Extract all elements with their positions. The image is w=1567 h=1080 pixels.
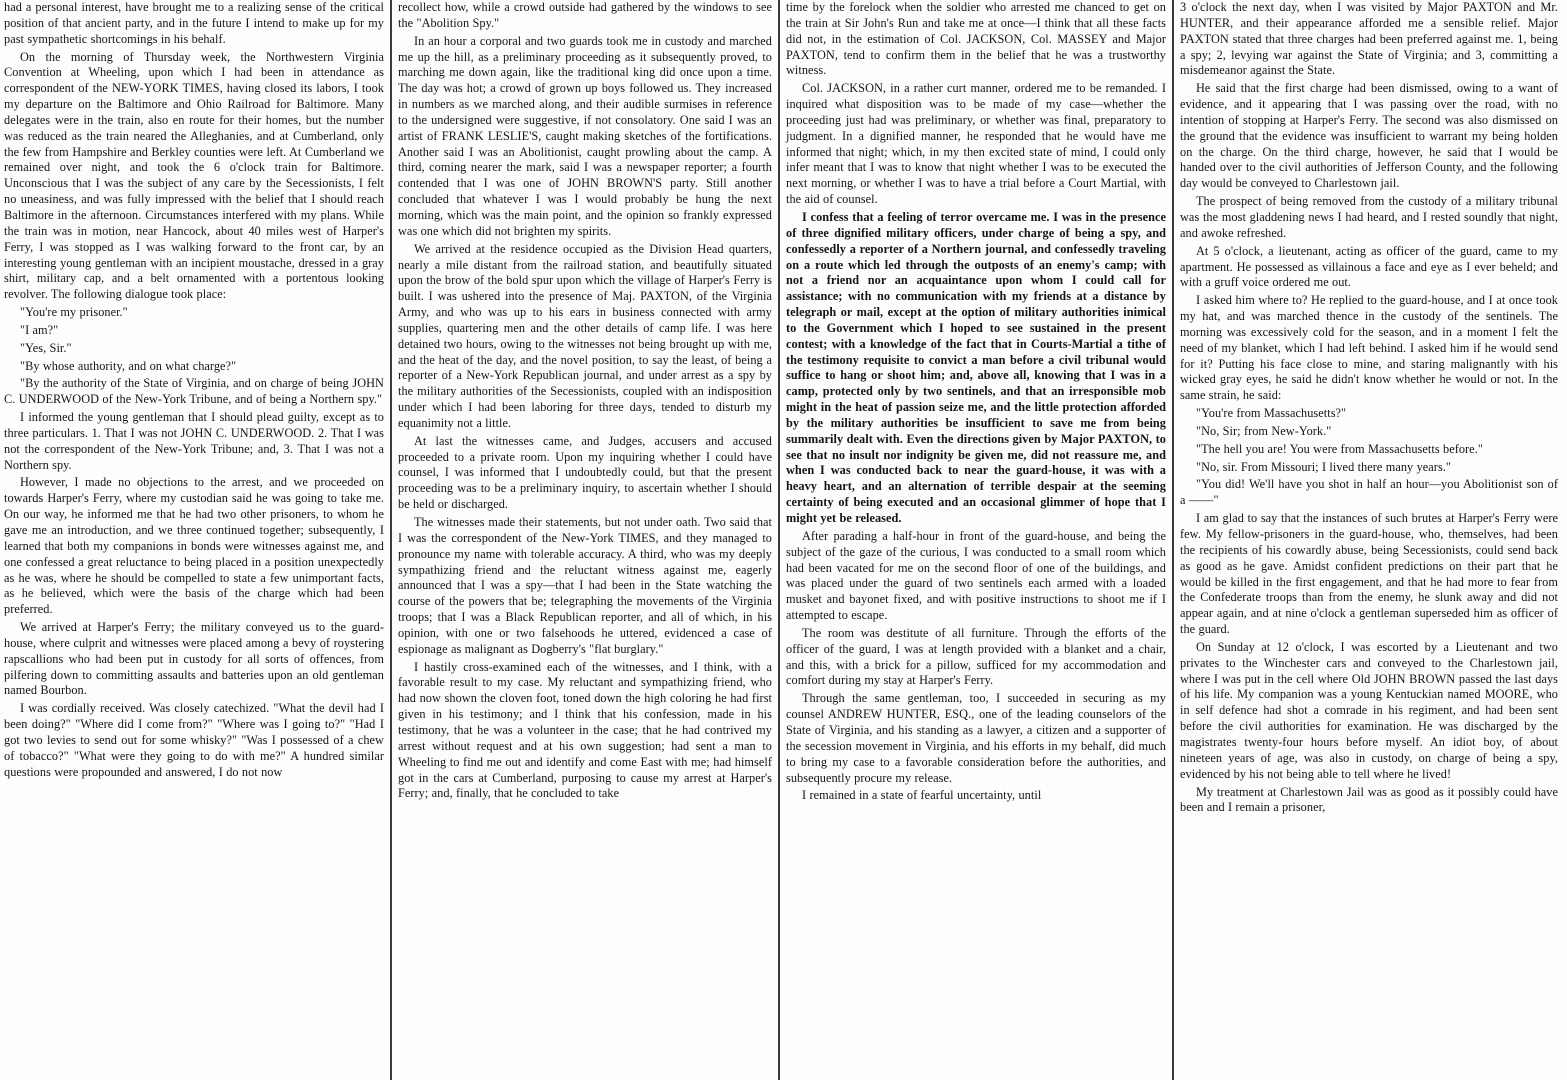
article-paragraph: time by the forelock when the soldier who arrested me chanced to get on the train at Sir John's Run and take me at once—I think that all these facts did not, in the estimation of Col. JACKSON, Col. MASSEY and Major PAXTON, tend to confirm them in the belief that he was a trustworthy witness.: [786, 0, 1166, 78]
article-paragraph: "I am?": [20, 322, 59, 337]
column-rule-2: [778, 0, 780, 1080]
column-3: [782, 0, 1172, 1080]
article-paragraph: I was cordially received. Was closely catechized. "What the devil had I been doing?" "Where did I come from?" "Where was I going to?" "Had I got two levies to send out for some whisky?" "Was I possessed of a chew of tobacco?" "What were they going to do with me?" A hundred similar questions were propounded and answered, I do not now: [4, 701, 384, 779]
article-paragraph: At 5 o'clock, a lieutenant, acting as officer of the guard, came to my apartment. He possessed as villainous a face and eye as I ever beheld; and with a gruff voice ordered me out.: [1180, 243, 1558, 290]
article-paragraph: I remained in a state of fearful uncertainty, until: [802, 788, 1042, 803]
article-paragraph: recollect how, while a crowd outside had gathered by the windows to see the "Abolition Spy.": [398, 0, 772, 30]
article-paragraph: On Sunday at 12 o'clock, I was escorted by a Lieutenant and two privates to the Winchester cars and conveyed to the Charlestown jail, where I was put in the cell where Old JOHN BROWN passed the last days of his life. My companion was a young Kentuckian named MOORE, who in self defence had shot a comrade in his regiment, and had been sent before the civil authorities for examination. He was discharged by the magistrates twenty-four hours before myself. An idiot boy, of about nineteen years of age, was also in custody, on charge of being a spy, evidenced by his not being able to tell where he lived!: [1180, 639, 1558, 781]
article-paragraph: In an hour a corporal and two guards took me in custody and marched me up the hill, as a preliminary proceeding as it subsequently proved, to marching me down again, like the traditional king did once upon a time. The day was hot; a crowd of grown up boys followed us. They increased in numbers as we marched along, and their audible surmises in reference to the undersigned were suggestive, if not consolatory. One said I was an artist of FRANK LESLIE'S, caught making sketches of the fortifications. Another said I was an Abolitionist, caught prowling about the camp. A third, coming nearer the mark, said I was a newspaper reporter; a fourth contended that I was one of JOHN BROWN'S party. Still another concluded that whatever I was I would probably be hung the next morning, which was the main point, and the opinion so frankly expressed was one which did not brighten my spirits.: [398, 33, 772, 238]
article-paragraph: At last the witnesses came, and Judges, accusers and accused proceeded to a private room. Upon my inquiring whether I could have counsel, I was informed that I undoubtedly could, but that the present proceeding was to be a preliminary inquiry, to ascertain whether I should be held or discharged.: [398, 433, 772, 512]
article-paragraph: Through the same gentleman, too, I succeeded in securing as my counsel ANDREW HUNTER, ESQ., one of the leading counselors of the State of Virginia, and his standing as a lawyer, a citizen and a supporter of the secession movement in Virginia, and his efforts in my behalf, did much to bring my case to a favorable consideration before the authorities, and subsequently procure my release.: [786, 691, 1166, 785]
article-paragraph: My treatment at Charlestown Jail was as good as it possibly could have been and I remain a prisoner,: [1180, 784, 1558, 815]
article-paragraph: "By the authority of the State of Virginia, and on charge of being JOHN C. UNDERWOOD of the New-York Tribune, and of being a Northern spy.": [4, 376, 384, 407]
article-paragraph: "The hell you are! You were from Massachusetts before.": [1196, 441, 1483, 456]
article-paragraph: Col. JACKSON, in a rather curt manner, ordered me to be remanded. I inquired what disposition was to be made of my case—whether the proceeding just had was preliminary, or whether was final, preparatory to judgment. In a dignified manner, he responded that he would have me informed that night; which, in my then excited state of mind, I could only infer meant that I was to know that night whether I was to be executed the next morning, or whether I was to have a trial before a Court Martial, with the aid of counsel.: [786, 81, 1166, 207]
column-2: [394, 0, 778, 1080]
article-paragraph: The room was destitute of all furniture. Through the efforts of the officer of the guard, I was at length provided with a blanket and a chair, and this, with a brick for a pillow, sufficed for my accommodation and comfort during my stay at Harper's Ferry.: [786, 625, 1166, 688]
article-paragraph: "You did! We'll have you shot in half an hour—you Abolitionist son of a ——": [1180, 477, 1558, 508]
article-paragraph: The prospect of being removed from the custody of a military tribunal was the most gladdening news I had heard, and I rested soundly that night, and awoke refreshed.: [1180, 194, 1558, 240]
article-paragraph: I confess that a feeling of terror overcame me. I was in the presence of three dignified military officers, under charge of being a spy, and confessedly a reporter of a Northern journal, and confessedly traveling on a route which led through the outposts of an enemy's camp; with not a friend nor an acquaintance upon whom I could call for assistance; with no communication with my friends at a distance by telegraph or mail, except at the option of military authorities inimical to the Government which I hoped to see sustained in the present contest; with a knowledge of the fact that in Courts-Martial a tithe of the testimony requisite to convict a man before a civil tribunal would suffice to hang or shoot him; and, above all, knowing that I was in a camp, protected only by two sentinels, and that an irresponsible mob might in the heat of passion seize me, and the little protection afforded by the military authorities be insufficient to save me from being summarily dealt with. Even the directions given by Major PAXTON, to see that no insult nor indignity be given me, did not reassure me, and when I was conducted back to near the guard-house, it was with a heavy heart, and an alternation of terrible despair at the seeming certainty of being executed and an occasional glimmer of hope that I might yet be released.: [786, 209, 1166, 525]
article-paragraph: I hastily cross-examined each of the witnesses, and I think, with a favorable result to my case. My reluctant and sympathizing friend, who had now shown the cloven foot, toned down the high coloring he had first given in his testimony; and I think that his confession, made in his testimony, that he was a volunteer in the case; that he had contrived my arrest without request and at his own suggestion; had sent a man to Wheeling to find me out and identify and come East with me; had himself got in the cars at Cumberland, purposing to cause my arrest at Harper's Ferry; and, finally, that he concluded to take: [398, 659, 772, 801]
article-paragraph: The witnesses made their statements, but not under oath. Two said that I was the correspondent of the New-York TIMES, and they managed to pronounce my name with tolerable accuracy. A third, who was my deeply sympathizing friend and the reluctant witness against me, eagerly announced that I was a spy—that I had been in the State watching the course of the powers that be; telegraphing the movements of the Virginia troops; that I was a Black Republican reporter, and all of which, in his opinion, with one or two falsehoods he uttered, evidenced a case of espionage as malignant as Dogberry's "flat burglary.": [398, 515, 772, 656]
column-rule-1: [390, 0, 392, 1080]
article-paragraph: had a personal interest, have brought me to a realizing sense of the critical position of that ancient party, and in the future I intend to make up for my past sympathetic shortcomings in his behalf.: [4, 0, 384, 46]
column-rule-3: [1172, 0, 1174, 1080]
article-paragraph: After parading a half-hour in front of the guard-house, and being the subject of the gaze of the curious, I was conducted to a small room which had been vacated for me on the second floor of one of the buildings, and was placed under the guard of two sentinels each armed with a loaded musket and bayonet fixed, and with positive instructions to shoot me if I attempted to escape.: [786, 528, 1166, 623]
article-paragraph: We arrived at the residence occupied as the Division Head quarters, nearly a mile distant from the railroad station, and beautifully situated upon the brow of the bold spur upon which the village of Harper's Ferry is built. I was ushered into the presence of Maj. PAXTON, of the Virginia Army, and who was up to his ears in business connected with army supplies, quartering men and the other details of camp life. I was here detained two hours, owing to the witnesses not being brought up with me, and the heat of the day, and the novel position, to say the least, of being a reporter of a New-York Republican journal, and under arrest as a spy by the military authorities of the Secessionists, coupled with an indisposition under which I had been laboring for three days, tended to disturb my equanimity not a little.: [398, 241, 772, 430]
article-paragraph: "You're my prisoner.": [20, 305, 128, 320]
article-paragraph: He said that the first charge had been dismissed, owing to a want of evidence, and it appearing that I was passing over the road, with no intention of stopping at Harper's Ferry. The second was also dismissed on the ground that the evidence was insufficient to warrant my being holden on the charge. On the third charge, however, he said that I would be handed over to the civil authorities of Jefferson County, and the following day would be conveyed to Charlestown jail.: [1180, 81, 1558, 191]
column-4: [1176, 0, 1564, 1080]
article-paragraph: I am glad to say that the instances of such brutes at Harper's Ferry were few. My fellow-prisoners in the guard-house, who, themselves, had been the recipients of his cowardly abuse, being Secessionists, could send back as good as he gave. Amidst confident predictions on their part that he would be killed in the first engagement, and that he had more to fear from the Confederate troops than from the enemy, he slunk away and did not appear again, and at nine o'clock a gentleman superseded him as officer of the guard.: [1180, 511, 1558, 637]
article-paragraph: "Yes, Sir.": [20, 340, 72, 355]
column-1: [0, 0, 390, 1080]
article-paragraph: I informed the young gentleman that I should plead guilty, except as to three particulars. 1. That I was not JOHN C. UNDERWOOD. 2. That I was not the correspondent of the New-York Tribune; and, 3. That I was not a Northern spy.: [4, 410, 384, 472]
article-paragraph: However, I made no objections to the arrest, and we proceeded on towards Harper's Ferry, where my custodian said he was going to take me. On our way, he informed me that he had two other prisoners, to whom he gave me an introduction, and we three continued together; subsequently, I learned that both my companions in bonds were witnesses against me, and one confessed a great reluctance to being placed in a position unexpectedly as he was, where he should be compelled to state a few unimportant facts, as he believed, which were the basis of the charge which had been preferred.: [4, 475, 384, 617]
article-paragraph: "You're from Massachusetts?": [1196, 406, 1347, 421]
article-paragraph: 3 o'clock the next day, when I was visited by Major PAXTON and Mr. HUNTER, and their appearance afforded me a sensible relief. Major PAXTON stated that three charges had been preferred against me. 1, being a spy; 2, levying war against the State of Virginia; and 3, committing a misdemeanor against the State.: [1180, 0, 1558, 78]
article-paragraph: We arrived at Harper's Ferry; the military conveyed us to the guard-house, where culprit and witnesses were placed among a bevy of roystering rapscallions who had been put in custody for all sorts of offences, from pilfering down to committing assaults and batteries upon an old gentleman named Bourbon.: [4, 620, 384, 698]
article-paragraph: "By whose authority, and on what charge?": [20, 358, 237, 373]
article-paragraph: "No, Sir; from New-York.": [1196, 423, 1332, 438]
article-paragraph: On the morning of Thursday week, the Northwestern Virginia Convention at Wheeling, upon which I had been in attendance as correspondent of the NEW-YORK TIMES, having closed its labors, I took my departure on the Baltimore and Ohio Railroad for Baltimore. Many delegates were in the train, also en route for their homes, but the number was reduced as the train neared the Alleghanies, and at Cumberland, only the few from Hampshire and Berkley counties were left. At Cumberland we remained over night, and took the 6 o'clock train for Baltimore. Unconscious that I was the subject of any care by the Secessionists, I felt no uneasiness, and was fully impressed with the belief that I should reach Baltimore in the afternoon. Circumstances interfered with my plans. While the train was in motion, near Hancock, about 40 miles west of Harper's Ferry, I was stopped as I was walking forward to the front car, by an interesting young gentleman with an incipient moustache, dressed in a gray shirt, military cap, and a belt ornamented with a portentous looking revolver. The following dialogue took place:: [4, 49, 384, 302]
article-paragraph: I asked him where to? He replied to the guard-house, and I at once took my hat, and was marched thence in the custody of the sentinels. The morning was excessively cold for the season, and in a moment I felt the need of my blanket, which I had left behind. I asked him if he would send for it? Putting his face close to mine, and staring malignantly with his wicked gray eyes, he said he didn't know whether he would or not. In the same strain, he said:: [1180, 293, 1558, 403]
article-paragraph: "No, sir. From Missouri; I lived there many years.": [1196, 459, 1451, 474]
